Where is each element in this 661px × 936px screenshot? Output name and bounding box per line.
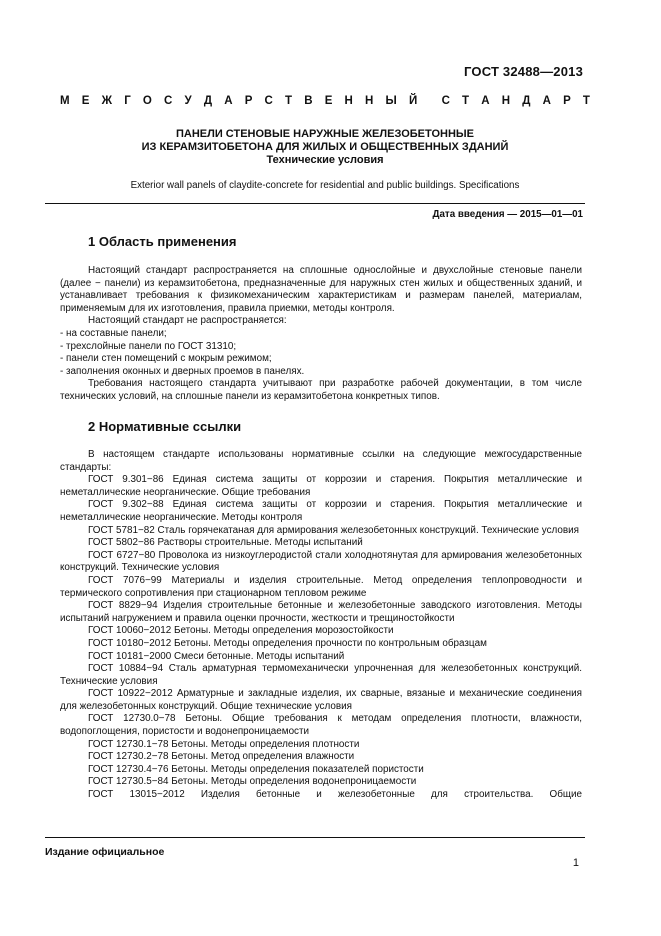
page-number: 1 [572,857,579,869]
footer-divider [45,837,585,838]
heading-letter: А [224,95,233,107]
document-title-subtitle: Технические условия [266,154,384,166]
heading-letter: С [164,95,173,107]
reference-item: ГОСТ 10922−2012 Арматурные и закладные изделия, их сварные, вязаные и механические соединения для железобетонных конструкций. Общие технические условия [60,688,582,712]
heading-letter: Е [324,95,333,107]
english-title: Exterior wall panels of claydite-concrete for residential and public buildings. Specifications [130,180,520,191]
reference-item: ГОСТ 6727−80 Проволока из низкоуглеродистой стали холоднотянутая для армирования железобетонных конструкций. Технические условия [60,549,582,574]
section-1-heading: 1 Область применения [88,234,237,249]
heading-letter: Д [203,95,213,107]
section-1-paragraph-2: Настоящий стандарт не распространяется: [88,315,287,327]
heading-letter: Н [344,95,353,107]
reference-item: ГОСТ 10884−94 Сталь арматурная термомеханически упрочненная для железобетонных конструкций. Технические условия [60,663,582,687]
heading-letter: Д [522,95,531,107]
gost-code: ГОСТ 32488—2013 [464,64,583,79]
interstate-standard-heading [60,95,590,107]
heading-letter: Ж [101,95,113,107]
heading-letter: У [184,95,192,107]
heading-letter: О [142,95,152,107]
heading-letter: Ы [385,95,397,107]
reference-item: ГОСТ 7076−99 Материалы и изделия строительные. Метод определения теплопроводности и термического сопротивления при стационарном тепловом режиме [60,574,582,599]
reference-item: ГОСТ 12730.4−76 Бетоны. Методы определения показателей пористости [88,763,424,775]
heading-letter: Н [365,95,374,107]
document-title-line-2: ИЗ КЕРАМЗИТОБЕТОНА ДЛЯ ЖИЛЫХ И ОБЩЕСТВЕННЫХ ЗДАНИЙ [141,141,509,153]
reference-item: ГОСТ 12730.5−84 Бетоны. Методы определения водонепроницаемости [88,776,417,788]
heading-letter: С [264,95,273,107]
heading-letter: Р [563,95,571,107]
heading-letter: С [441,95,450,107]
reference-item: ГОСТ 5802−86 Растворы строительные. Методы испытаний [88,537,363,549]
section-2-intro: В настоящем стандарте использованы нормативные ссылки на следующие межгосударственные стандарты: [60,449,582,473]
section-2-heading: 2 Нормативные ссылки [88,419,242,434]
section-1-paragraph-1: Настоящий стандарт распространяется на сплошные однослойные и двухслойные стеновые панели (далее − панели) из керамзитобетона, предназначенные для наружных стен жилых и общественных зданий, и устанавливает требования к физикомеханическим характеристикам и размерам панелей, материалам, применяемым для их изготовления, правила приемки, методы контроля. [60,265,582,314]
heading-letter: Г [124,95,131,107]
section-1-body [60,265,582,404]
list-item: - трехслойные панели по ГОСТ 31310; [60,340,237,352]
reference-item: ГОСТ 8829−94 Изделия строительные бетонные и железобетонные заводского изготовления. Методы испытаний нагружением и правила оценки прочности, жесткости и трещиностойкости [60,600,582,624]
list-item: - панели стен помещений с мокрым режимом; [60,353,272,365]
heading-letter: Н [501,95,511,107]
reference-item: ГОСТ 12730.2−78 Бетоны. Метод определения влажности [88,751,355,763]
reference-item: ГОСТ 13015−2012 Изделия бетонные и железобетонные для строительства. Общие [88,789,582,801]
top-divider [45,203,585,204]
heading-letter: М [60,95,70,107]
reference-item: ГОСТ 9.301−86 Единая система защиты от коррозии и старения. Покрытия металлические и неметаллические неорганические. Общие требования [60,474,582,498]
official-edition-label: Издание официальное [45,846,165,858]
reference-item: ГОСТ 12730.0−78 Бетоны. Общие требования к методам определения плотности, влажности, водопоглощения, пористости и водонепроницаемости [60,713,582,738]
reference-item: ГОСТ 9.302−88 Единая система защиты от коррозии и старения. Покрытия металлические и неметаллические неорганические. Методы контроля [60,499,582,523]
reference-item: ГОСТ 10060−2012 Бетоны. Методы определения морозостойкости [88,625,394,637]
heading-letter: В [304,95,313,107]
reference-item: ГОСТ 10180−2012 Бетоны. Методы определения прочности по контрольным образцам [88,637,487,649]
list-item: - заполнения оконных и дверных проемов в панелях. [60,365,305,377]
heading-letter: А [481,95,490,107]
reference-item: ГОСТ 5781−82 Сталь горячекатаная для армирования железобетонных конструкций. Технические условия [88,524,579,536]
list-item: - на составные панели; [60,327,167,339]
heading-letter: Т [462,95,470,107]
heading-letter: А [542,95,551,107]
intro-date: Дата введения — 2015—01—01 [432,209,583,220]
heading-letter: Й [408,95,418,107]
section-1-paragraph-3: Требования настоящего стандарта учитывают при разработке рабочей документации, в том числе технических условий, на сплошные панели из керамзитобетона конкретных типов. [60,378,582,402]
reference-item: ГОСТ 10181−2000 Смеси бетонные. Методы испытаний [88,650,345,662]
heading-letter: Т [582,95,590,107]
section-2-body [60,449,582,802]
reference-item: ГОСТ 12730.1−78 Бетоны. Методы определения плотности [88,738,360,750]
heading-letter: Т [285,95,293,107]
heading-letter: Е [81,95,90,107]
document-title-line-1: ПАНЕЛИ СТЕНОВЫЕ НАРУЖНЫЕ ЖЕЛЕЗОБЕТОННЫЕ [176,128,474,140]
heading-letter: Р [244,95,253,107]
